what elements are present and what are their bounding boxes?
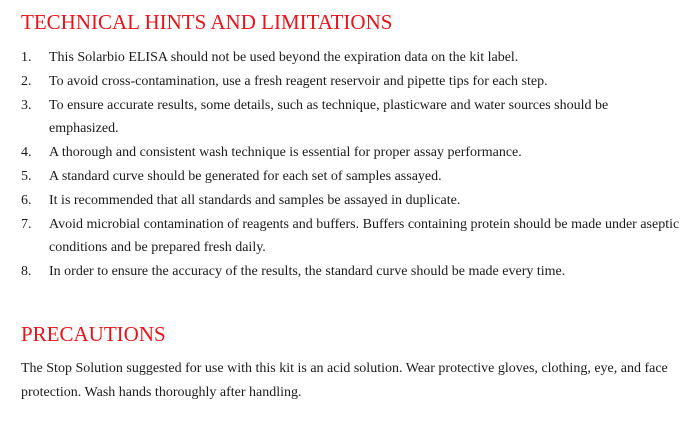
list-item-number: 3. [21,97,32,113]
list-item-text: It is recommended that all standards and samples be assayed in duplicate. [49,192,461,208]
list-item [21,260,681,284]
list-item [21,94,681,142]
technical-hints-list [21,46,681,284]
list-item-text: To ensure accurate results, some details, such as technique, plasticware and water sources should be emphasized. [49,97,609,137]
precautions-paragraph: The Stop Solution suggested for use with this kit is an acid solution. Wear protective gloves, clothing, eye, and face protection. Wash hands thoroughly after handling. [21,361,668,400]
list-item-text: In order to ensure the accuracy of the results, the standard curve should be made every time. [49,264,566,280]
list-item-number: 7. [21,216,32,232]
list-item-number: 5. [21,168,32,184]
list-item [21,189,681,213]
list-item-number: 4. [21,145,32,161]
list-item-text: This Solarbio ELISA should not be used beyond the expiration data on the kit label. [49,50,519,65]
list-item-text: Avoid microbial contamination of reagents and buffers. Buffers containing protein should be made under aseptic conditions and be prepared fresh daily. [49,216,680,256]
list-item-text: A standard curve should be generated for each set of samples assayed. [49,168,442,184]
technical-hints-heading: TECHNICAL HINTS AND LIMITATIONS [21,10,393,34]
list-item-number: 6. [21,192,32,208]
list-item [21,213,681,261]
list-item [21,46,681,70]
list-item-text: A thorough and consistent wash technique is essential for proper assay performance. [49,145,522,161]
precautions-heading: PRECAUTIONS [21,322,166,346]
list-item-number: 1. [21,50,32,65]
list-item [21,141,681,165]
list-item [21,70,681,94]
list-item-text: To avoid cross-contamination, use a fresh reagent reservoir and pipette tips for each step. [49,73,548,89]
list-item-number: 2. [21,73,32,89]
list-item [21,165,681,189]
list-item-number: 8. [21,264,32,280]
